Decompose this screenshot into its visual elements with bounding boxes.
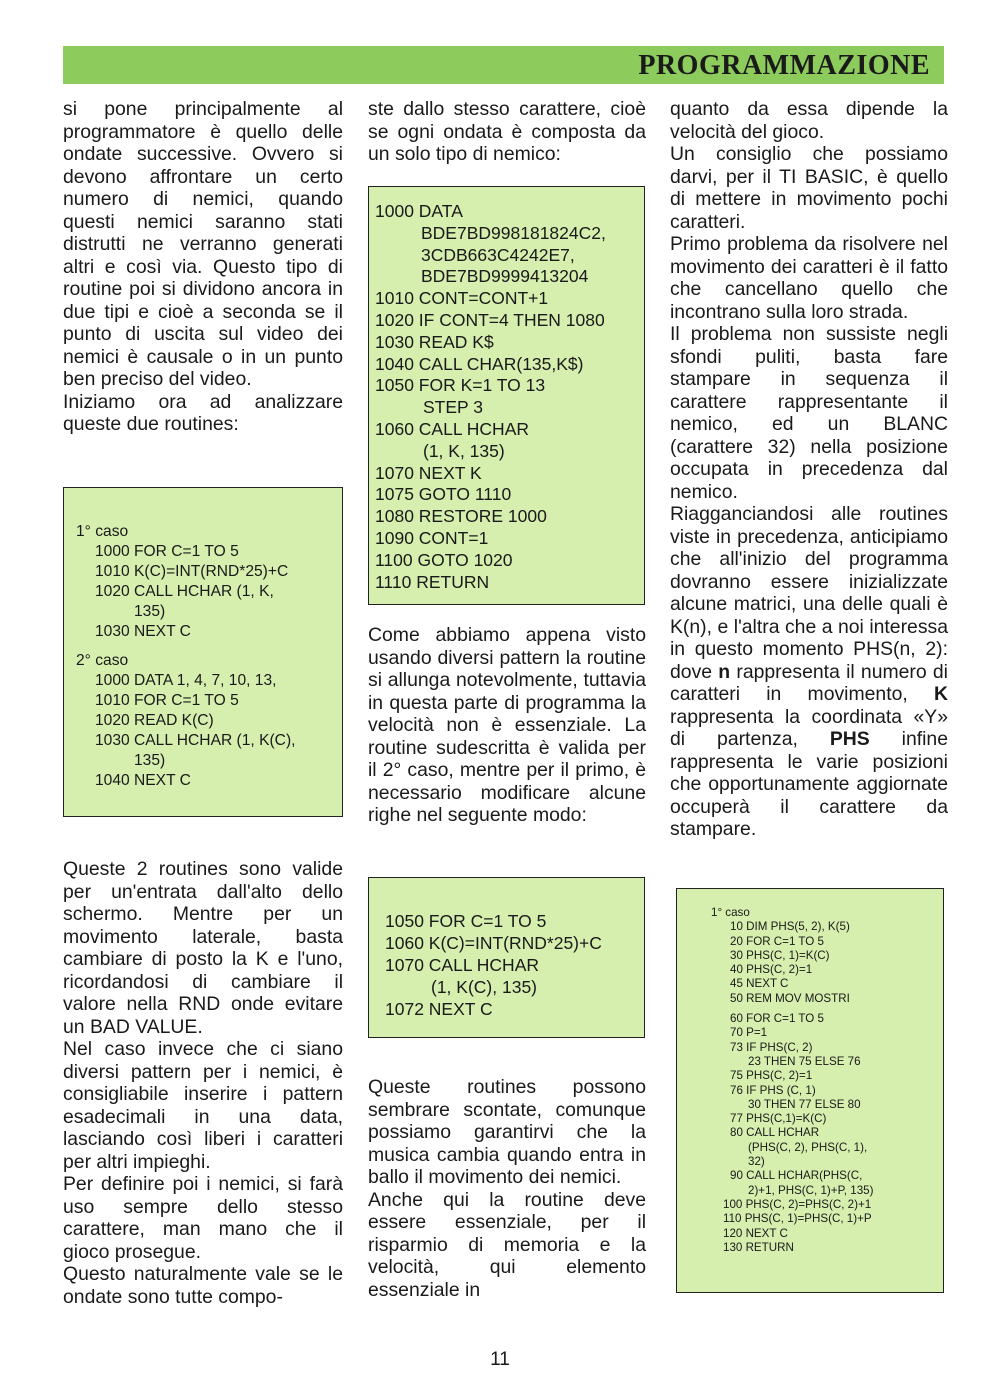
- code-line: 40 PHS(C, 2)=1: [730, 963, 813, 977]
- paragraph: Per definire poi i nemici, si farà uso sempre dello stesso carattere, man mano che il gioco prosegue.: [63, 1173, 343, 1263]
- column-3: [670, 98, 948, 841]
- code-line: 1040 CALL CHAR(135,K$): [375, 353, 584, 374]
- code-line: 80 CALL HCHAR: [730, 1126, 820, 1140]
- code-line: 1000 DATA 1, 4, 7, 10, 13,: [95, 672, 277, 690]
- code-line: 1010 CONT=CONT+1: [375, 288, 549, 309]
- paragraph: ste dallo stesso carattere, cioè se ogni ondata è composta da un solo tipo di nemico:: [368, 98, 646, 165]
- code-line: 1000 DATA: [375, 201, 463, 221]
- code-line: 1072 NEXT C: [385, 999, 493, 1019]
- code-line: (1, K(C), 135): [431, 977, 537, 997]
- column-1-lower: [63, 858, 343, 1308]
- paragraph: si pone principalmente al programmatore è quello delle ondate successive. Ovvero si devono affrontare un certo numero di nemici, quando questi nemici saranno stati distrutti ne verranno generati altri e così via. Questo tipo di routine poi si dividono ancora in due tipi e cioè a seconda se il punto di uscita sul video dei nemici è causale o in un punto ben preciso del video.: [63, 98, 343, 390]
- code-line: 30 THEN 77 ELSE 80: [748, 1097, 861, 1111]
- bold-term: n: [718, 660, 731, 683]
- code-line: 1080 RESTORE 1000: [375, 506, 547, 527]
- code-line: 1030 NEXT C: [95, 622, 191, 640]
- code-line: STEP 3: [423, 397, 483, 418]
- code-line: 45 NEXT C: [730, 977, 789, 991]
- code-line: 135): [134, 602, 166, 620]
- case-label: 2° caso: [76, 652, 129, 670]
- code-line: 1100 GOTO 1020: [375, 549, 513, 570]
- code-line: 1020 READ K(C): [95, 712, 214, 730]
- code-line: 1090 CONT=1: [375, 527, 489, 548]
- code-line: 20 FOR C=1 TO 5: [730, 934, 824, 948]
- case-label: 1° caso: [76, 523, 129, 540]
- code-line: 75 PHS(C, 2)=1: [730, 1069, 813, 1083]
- code-box-2: [368, 186, 645, 605]
- code-line: 1070 NEXT K: [375, 462, 482, 483]
- code-line: 30 PHS(C, 1)=K(C): [730, 948, 830, 962]
- code-box-3: [368, 877, 645, 1038]
- paragraph: Nel caso invece che ci siano diversi pattern per i nemici, è consigliabile inserire i pattern esadecimali in una data, lasciando così liberi i caratteri per altri impieghi.: [63, 1038, 343, 1173]
- bold-term: K: [933, 683, 948, 705]
- paragraph: Primo problema da risolvere nel movimento dei caratteri è il fatto che cancellano quello che incontrano sulla loro strada.: [670, 233, 948, 323]
- code-line: 1050 FOR K=1 TO 13: [375, 375, 546, 396]
- code-line: 1000 FOR C=1 TO 5: [95, 542, 239, 560]
- code-box-4: [676, 888, 944, 1293]
- paragraph: Il problema non sussiste negli sfondi puliti, basta fare stampare in sequenza il carattere rappresentante il nemico, ed un BLANC (carattere 32) nella posizione occupata in precedenza dal nemico.: [670, 323, 948, 503]
- code-line: 90 CALL HCHAR(PHS(C,: [730, 1169, 863, 1183]
- code-line: 23 THEN 75 ELSE 76: [748, 1054, 861, 1068]
- code-line: 10 DIM PHS(5, 2), K(5): [730, 920, 850, 934]
- code-box-1: [63, 487, 343, 817]
- paragraph: Come abbiamo appena visto usando diversi pattern la routine si allunga notevolmente, tuttavia in questa parte di programma la velocità non è essenziale. La routine sudescritta è valida per il 2° caso, mentre per il primo, è necessario modificare alcune righe nel seguente modo:: [368, 624, 646, 826]
- code-line: 1010 K(C)=INT(RND*25)+C: [95, 562, 289, 580]
- code-line: 135): [134, 751, 166, 769]
- column-2: [368, 98, 646, 166]
- code-line: 50 REM MOV MOSTRI: [730, 991, 850, 1005]
- paragraph: Questo naturalmente vale se le ondate sono tutte compo-: [63, 1263, 343, 1308]
- code-line: (PHS(C, 2), PHS(C, 1),: [748, 1140, 868, 1154]
- paragraph: Riagganciandosi alle routines viste in precedenza, anticipiamo che all'inizio del programma dovranno essere inizializzate alcune matrici, una delle quali è K(n), e l'altra che a noi interessa in questo momento PHS(n, 2): dove n rappresenta il numero di caratteri in movimento, K rappresenta la coordinata «Y» di partenza, PHS infine rappresenta le varie posizioni che opportunamente aggiornate occuperà il carattere da stampare.: [670, 503, 948, 840]
- bold-term: PHS: [829, 728, 870, 750]
- code-line: 1110 RETURN: [375, 571, 490, 592]
- code-line: 1020 IF CONT=4 THEN 1080: [375, 309, 605, 330]
- code-line: BDE7BD9999413204: [421, 266, 589, 287]
- case-label: 1° caso: [711, 906, 750, 919]
- code-line: 1060 CALL HCHAR: [375, 418, 530, 439]
- code-line: 1010 FOR C=1 TO 5: [95, 692, 239, 710]
- code-line: 2)+1, PHS(C, 1)+P, 135): [748, 1183, 874, 1197]
- page-number: 11: [490, 1349, 510, 1370]
- column-1: [63, 98, 343, 436]
- column-2-middle: [368, 624, 646, 827]
- paragraph: Iniziamo ora ad analizzare queste due routines:: [63, 390, 343, 435]
- section-title: PROGRAMMAZIONE: [638, 50, 930, 81]
- paragraph: Un consiglio che possiamo darvi, per il TI BASIC, è quello di mettere in movimento pochi caratteri.: [670, 143, 948, 233]
- code-line: 1060 K(C)=INT(RND*25)+C: [385, 933, 602, 953]
- code-line: 76 IF PHS (C, 1): [730, 1083, 816, 1097]
- code-line: BDE7BD998181824C2,: [421, 222, 606, 243]
- code-line: 130 RETURN: [723, 1240, 794, 1254]
- code-line: 1020 CALL HCHAR (1, K,: [95, 582, 274, 600]
- code-line: 32): [748, 1155, 765, 1169]
- code-line: 1070 CALL HCHAR: [385, 955, 540, 975]
- code-line: 1050 FOR C=1 TO 5: [385, 911, 547, 931]
- code-line: 60 FOR C=1 TO 5: [730, 1012, 824, 1026]
- code-line: (1, K, 135): [423, 440, 505, 461]
- code-line: 110 PHS(C, 1)=PHS(C, 1)+P: [723, 1212, 872, 1226]
- paragraph: quanto da essa dipende la velocità del gioco.: [670, 98, 948, 143]
- code-line: 3CDB663C4242E7,: [421, 244, 575, 265]
- code-line: 1030 READ K$: [375, 331, 494, 352]
- code-line: 1075 GOTO 1110: [375, 484, 512, 505]
- paragraph: Queste 2 routines sono valide per un'entrata dall'alto dello schermo. Mentre per un movimento laterale, basta cambiare di posto la K e l'uno, ricordandosi di cambiare il valore nella RND onde evitare un BAD VALUE.: [63, 858, 343, 1038]
- code-line: 77 PHS(C,1)=K(C): [730, 1112, 827, 1126]
- paragraph: Queste routines possono sembrare scontate, comunque possiamo garantirvi che la musica cambia quando entra in ballo il movimento dei nemici.: [368, 1076, 646, 1188]
- code-line: 120 NEXT C: [723, 1226, 788, 1240]
- paragraph: Anche qui la routine deve essere essenziale, per il risparmio di memoria e la velocità, qui elemento essenziale in: [368, 1188, 646, 1301]
- code-line: 1040 NEXT C: [95, 771, 191, 789]
- code-line: 70 P=1: [730, 1026, 768, 1040]
- code-line: 1030 CALL HCHAR (1, K(C),: [95, 732, 296, 750]
- code-line: 100 PHS(C, 2)=PHS(C, 2)+1: [723, 1197, 872, 1211]
- column-2-lower: [368, 1076, 646, 1301]
- code-line: 73 IF PHS(C, 2): [730, 1040, 813, 1054]
- header-bar: [63, 46, 944, 84]
